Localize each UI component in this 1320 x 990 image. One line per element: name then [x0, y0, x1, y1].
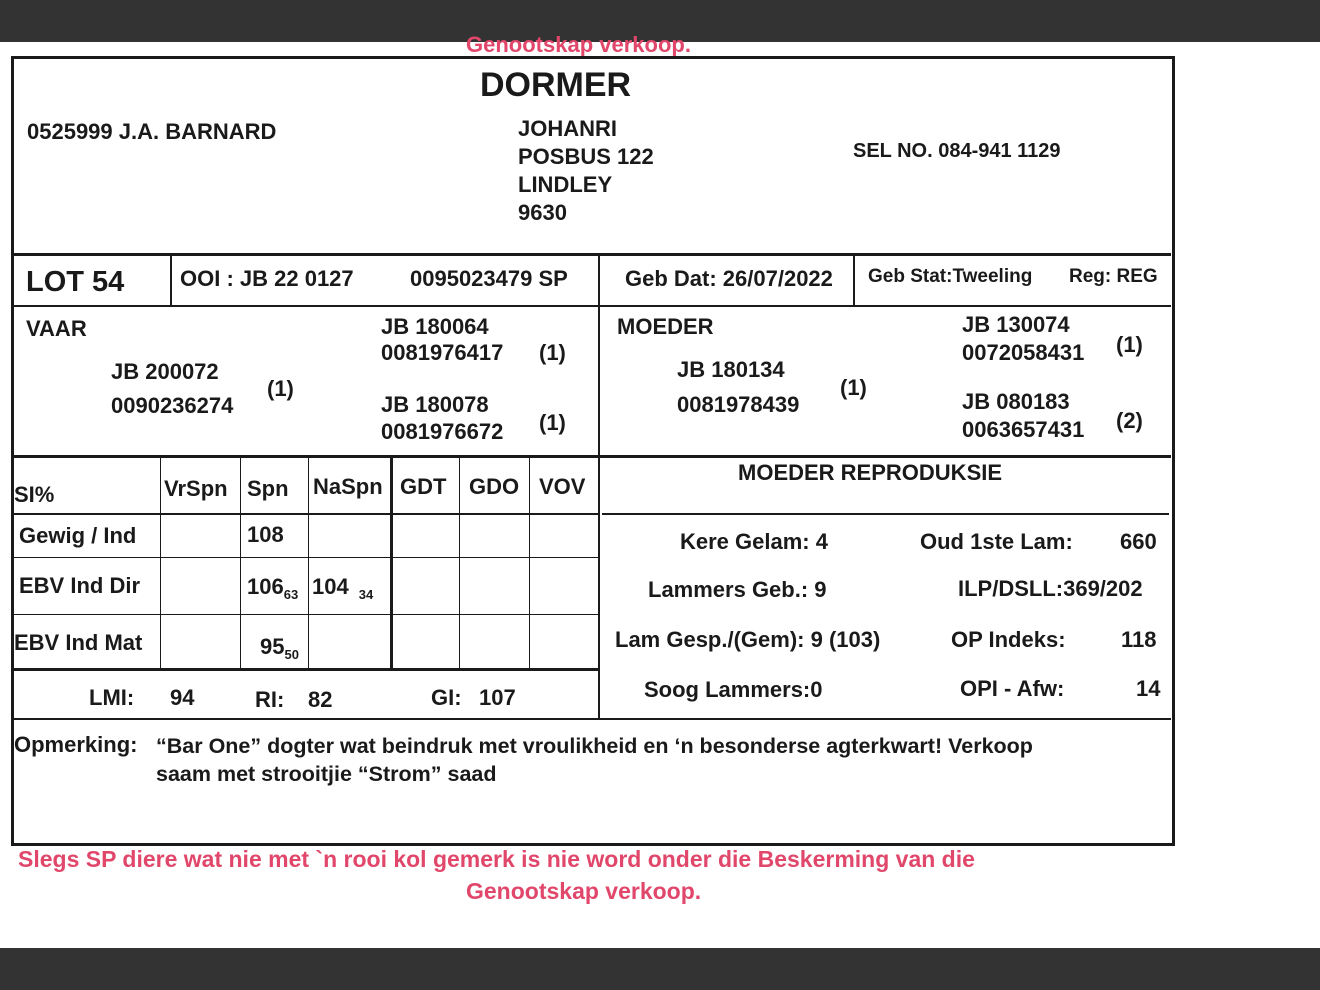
grid-col-1 [160, 458, 161, 670]
lambs-weaned: Lam Gesp./(Gem): 9 (103) [615, 627, 881, 652]
opi-label: OPI - Afw: [960, 676, 1065, 701]
address-line-3: LINDLEY [518, 172, 613, 197]
dam-sire-number: 0072058431 [962, 340, 1085, 365]
top-cut-notice: Genootskap verkoop. [466, 32, 691, 57]
ebv-mat-spn: $95_{50}$ [260, 634, 299, 662]
remark-line-2: saam met strooitjie “Strom” saad [156, 762, 497, 786]
address-line-1: JOHANRI [518, 116, 618, 141]
registration: Reg: REG [1069, 266, 1158, 287]
sire-label: VAAR [26, 316, 87, 341]
age-first-lamb-label: Oud 1ste Lam: [920, 529, 1073, 554]
remark-line-1: “Bar One” dogter wat beindruk met vroulikheid en ‘n besonderse agterkwart! Verkoop [156, 734, 1033, 758]
birth-status: Geb Stat:Tweeling [868, 266, 1033, 287]
dam-flag: (1) [840, 375, 867, 400]
lambs-born: Lammers Geb.: 9 [648, 577, 827, 602]
suckling-lambs: Soog Lammers:0 [644, 677, 823, 702]
weight-spn: 108 [247, 522, 284, 547]
dam-sire-flag: (1) [1116, 332, 1143, 357]
col-header-spn: Spn [247, 476, 289, 501]
col-header-gdt: GDT [400, 474, 447, 499]
dam-number: 0081978439 [677, 392, 800, 417]
sire-number: 0090236274 [111, 393, 234, 418]
row-label-ebv-mat: EBV Ind Mat [14, 630, 143, 655]
col-header-naspn: NaSpn [313, 474, 383, 499]
gi-value: 107 [479, 685, 516, 710]
sire-dam-flag: (1) [539, 410, 566, 435]
ewe-id: OOI : JB 22 0127 [180, 266, 354, 291]
footer-notice-line-1: Slegs SP diere wat nie met `n rooi kol gemerk is nie word onder die Beskerming van die [18, 846, 975, 872]
ri-label: RI: [255, 687, 285, 712]
grid-col-6 [529, 458, 530, 670]
center-divider [598, 256, 600, 719]
scan-bottom-band [0, 948, 1320, 990]
op-index-value: 118 [1121, 627, 1157, 652]
grid-col-4 [390, 458, 393, 670]
dam-sire-code: JB 130074 [962, 312, 1070, 337]
sire-sire-number: 0081976417 [381, 340, 504, 365]
ilp-dsll: ILP/DSLL:369/202 [958, 576, 1143, 601]
row-label-weight: Gewig / Ind [19, 523, 137, 548]
op-index-label: OP Indeks: [951, 627, 1066, 652]
lot-divider-3 [853, 256, 855, 305]
times-lambed: Kere Gelam: 4 [680, 529, 828, 554]
dam-label: MOEDER [617, 314, 714, 339]
ear-tag-sp: 0095023479 SP [410, 266, 568, 291]
grid-col-2 [240, 458, 241, 670]
gi-label: GI: [431, 685, 462, 710]
breeder-name: 0525999 J.A. BARNARD [27, 119, 277, 144]
grid-col-5 [459, 458, 460, 670]
phone-number: SEL NO. 084-941 1129 [853, 140, 1061, 162]
ebv-dir-naspn: 104 $_{34}$ [312, 574, 374, 602]
sire-dam-number: 0081976672 [381, 419, 504, 444]
ebv-dir-spn: $106_{63}$ [247, 574, 299, 602]
row-label-ebv-dir: EBV Ind Dir [19, 573, 141, 598]
lot-divider-1 [170, 256, 172, 305]
opi-value: 14 [1136, 676, 1161, 701]
sire-sire-code: JB 180064 [381, 314, 489, 339]
sire-sire-flag: (1) [539, 340, 566, 365]
divider-pedigree [11, 455, 1171, 458]
lot-number: LOT 54 [26, 266, 125, 298]
col-header-vrspn: VrSpn [164, 476, 228, 501]
dam-dam-code: JB 080183 [962, 389, 1070, 414]
grid-col-3 [308, 458, 309, 670]
grid-row-line-1 [14, 557, 600, 558]
divider-lot [11, 305, 1171, 307]
remark-label: Opmerking: [14, 732, 138, 757]
repro-title-line [602, 513, 1169, 515]
birth-date: Geb Dat: 26/07/2022 [625, 266, 833, 291]
breed-title: DORMER [480, 66, 632, 104]
footer-notice-line-2: Genootskap verkoop. [466, 878, 702, 904]
grid-row-line-2 [14, 614, 600, 615]
col-header-si: SI% [14, 482, 55, 507]
sire-flag: (1) [267, 376, 294, 401]
lmi-label: LMI: [89, 685, 135, 710]
dam-code: JB 180134 [677, 357, 785, 382]
lmi-value: 94 [170, 685, 195, 710]
col-header-vov: VOV [539, 474, 586, 499]
dam-dam-number: 0063657431 [962, 417, 1085, 442]
address-line-4: 9630 [518, 200, 567, 225]
dam-dam-flag: (2) [1116, 408, 1143, 433]
sire-dam-code: JB 180078 [381, 392, 489, 417]
divider-header [11, 253, 1171, 256]
divider-indices [11, 718, 1171, 720]
grid-bottom-line [14, 668, 600, 671]
address-line-2: POSBUS 122 [518, 144, 654, 169]
grid-header-line [14, 513, 600, 515]
sire-code: JB 200072 [111, 359, 219, 384]
col-header-gdo: GDO [469, 474, 520, 499]
ri-value: 82 [308, 687, 333, 712]
reproduction-title: MOEDER REPRODUKSIE [738, 460, 1003, 485]
age-first-lamb-value: 660 [1120, 529, 1157, 554]
